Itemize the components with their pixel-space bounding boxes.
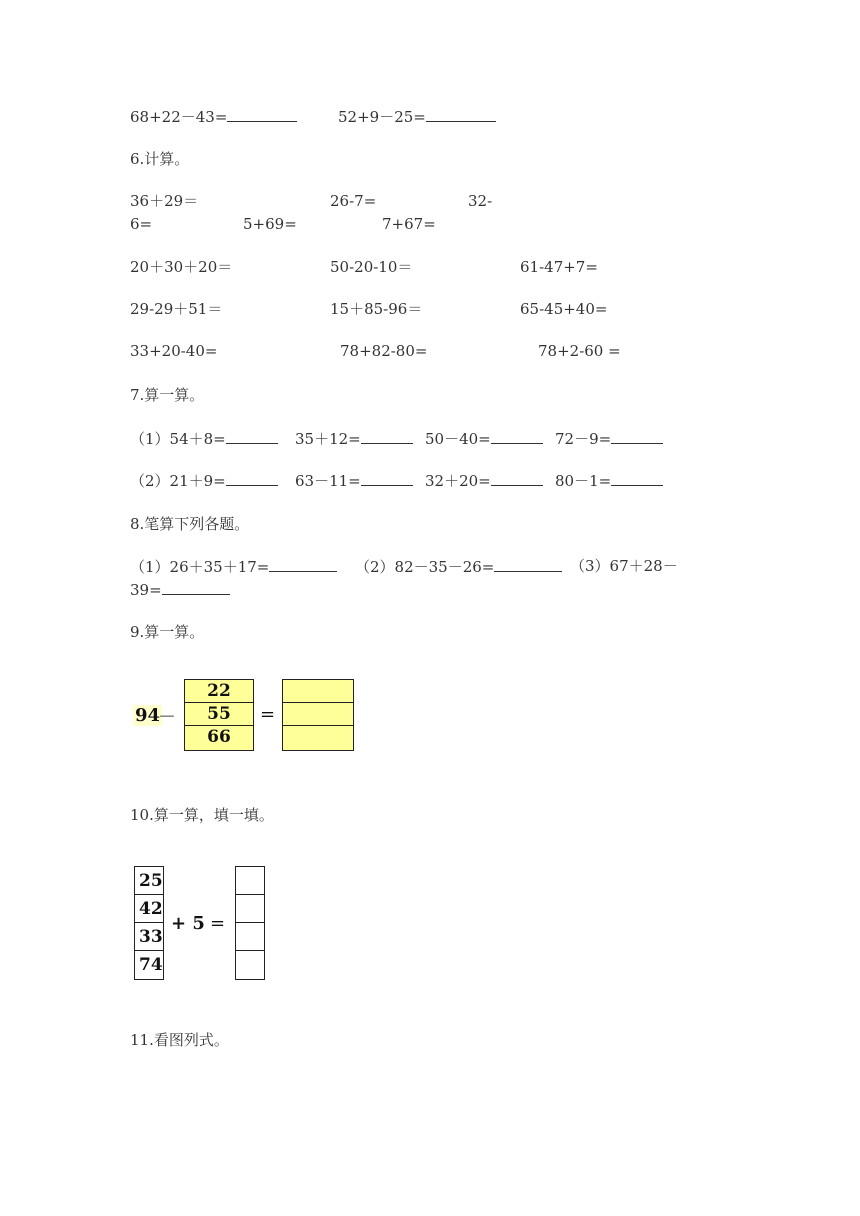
result-column [235, 866, 265, 980]
addend-column [134, 866, 164, 980]
question-7-title: 7.算一算。 [130, 386, 205, 404]
answer-blank[interactable] [361, 471, 413, 486]
expression: （1）26＋35＋17= [130, 558, 270, 576]
answer-blank[interactable] [611, 471, 663, 486]
problem-row [295, 429, 413, 448]
expression: 32＋20= [425, 472, 491, 490]
problem-row [130, 471, 278, 490]
problem-row [555, 429, 663, 448]
subtrahend-column [184, 679, 254, 751]
expression: 35＋12= [295, 430, 361, 448]
expression: 68+22－43= [130, 108, 228, 126]
expression: （3）67＋28－ [570, 557, 678, 575]
addend-cell: 33 [135, 923, 163, 951]
expression: 61-47+7= [520, 258, 598, 276]
expression: 20＋30＋20＝ [130, 258, 233, 276]
equals-sign: = [260, 704, 276, 725]
expression: 78+82-80= [340, 342, 428, 360]
expression: 80－1= [555, 472, 612, 490]
question-6-title: 6.计算。 [130, 150, 190, 168]
expression: 26-7= [330, 192, 377, 210]
answer-cell[interactable] [283, 726, 353, 749]
expression: 52+9－25= [338, 108, 426, 126]
problem-row [130, 107, 297, 126]
result-cell[interactable] [236, 951, 264, 979]
expression: 7+67= [382, 215, 436, 233]
expression: 50-20-10＝ [330, 258, 413, 276]
expression: 5+69= [243, 215, 297, 233]
problem-row [425, 471, 543, 490]
answer-cell[interactable] [283, 680, 353, 703]
addend-cell: 74 [139, 955, 163, 975]
subtrahend-cell: 22 [185, 680, 253, 703]
expression: 15＋85-96＝ [330, 300, 423, 318]
problem-row [130, 580, 230, 599]
minuend-label: 94 [135, 705, 161, 726]
result-cell[interactable] [236, 895, 264, 923]
answer-blank[interactable] [162, 580, 230, 595]
problem-row [130, 557, 337, 576]
expression: 36＋29＝ [130, 192, 199, 210]
answer-blank[interactable] [269, 557, 337, 572]
answer-blank[interactable] [491, 471, 543, 486]
answer-blank[interactable] [226, 471, 278, 486]
result-cell[interactable] [236, 867, 264, 895]
answer-blank[interactable] [494, 557, 562, 572]
problem-row [555, 471, 663, 490]
answer-blank[interactable] [491, 429, 543, 444]
problem-row [338, 107, 496, 126]
question-10-title: 10.算一算，填一填。 [130, 806, 274, 824]
expression: 39= [130, 581, 162, 599]
expression: 6= [130, 215, 153, 233]
question-11-title: 11.看图列式。 [130, 1031, 229, 1049]
problem-row [425, 429, 543, 448]
expression: 78+2-60 = [538, 342, 621, 360]
expression: 72－9= [555, 430, 612, 448]
answer-blank[interactable] [426, 107, 496, 122]
expression: 32- [468, 192, 493, 210]
problem-row [130, 429, 278, 448]
expression: （1）54＋8= [130, 430, 226, 448]
addend-cell: 25 [135, 867, 163, 895]
expression: （2）21＋9= [130, 472, 226, 490]
subtrahend-cell: 55 [185, 703, 253, 726]
equals-sign: = [210, 913, 226, 934]
problem-row [355, 557, 562, 576]
expression: 63－11= [295, 472, 361, 490]
answer-blank[interactable] [611, 429, 663, 444]
answer-blank[interactable] [226, 429, 278, 444]
subtrahend-cell: 66 [207, 727, 231, 747]
result-cell[interactable] [236, 923, 264, 951]
question-8-title: 8.笔算下列各题。 [130, 515, 250, 533]
expression: 65-45+40= [520, 300, 608, 318]
expression: （2）82－35－26= [355, 558, 495, 576]
expression: 29-29＋51＝ [130, 300, 223, 318]
problem-row [295, 471, 413, 490]
expression: 33+20-40= [130, 342, 218, 360]
minus-sign: － [158, 707, 176, 728]
answer-column [282, 679, 354, 751]
answer-blank[interactable] [227, 107, 297, 122]
add-operator: + 5 [171, 913, 205, 934]
answer-cell[interactable] [283, 703, 353, 726]
question-9-title: 9.算一算。 [130, 623, 205, 641]
answer-blank[interactable] [361, 429, 413, 444]
addend-cell: 42 [135, 895, 163, 923]
expression: 50－40= [425, 430, 491, 448]
